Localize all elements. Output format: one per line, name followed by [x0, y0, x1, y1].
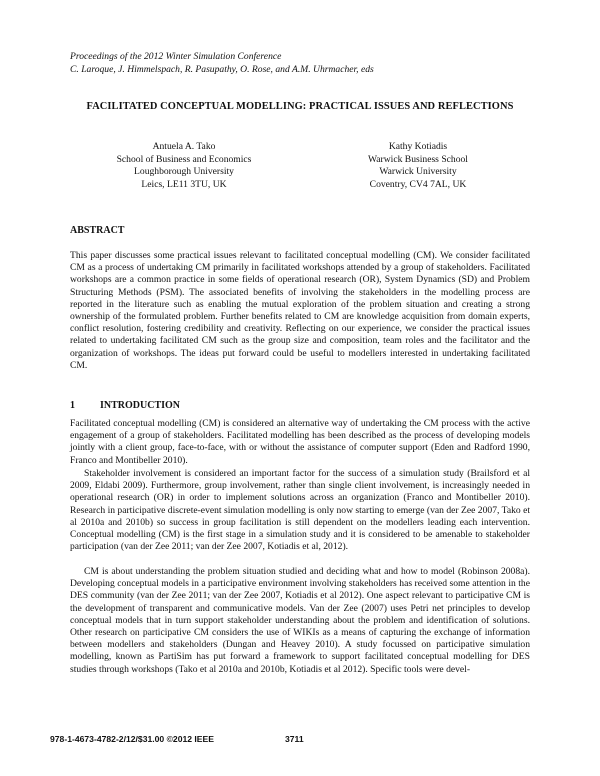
author-dept: Warwick Business School: [368, 153, 468, 165]
author-location: Leics, LE11 3TU, UK: [141, 178, 227, 190]
conference-header: [70, 50, 374, 76]
editors-line: C. Laroque, J. Himmelspach, R. Pasupathy, O. Rose, and A.M. Uhrmacher, eds: [70, 64, 374, 75]
proceedings-line: Proceedings of the 2012 Winter Simulation Conference: [70, 51, 282, 62]
author-location: Coventry, CV4 7AL, UK: [369, 178, 467, 190]
abstract-text: This paper discusses some practical issues relevant to facilitated conceptual modelling (CM). We consider facilitated CM as a process of undertaking CM primarily in facilitated workshops attended by a group of stakeholders. Facilitated workshops are a common practice in some fields of operational research (OR), System Dynamics (SD) and Problem Structuring Methods (PSM). The associated benefits of involving the stakeholders in the modelling process are reported in the literature such as enabling the mutual exploration of the problem situation and creating a strong ownership of the formulated problem. Further benefits related to CM are knowledge acquisition from domain experts, conflict resolution, fostering credibility and creativity. Reflecting on our experience, we consider the practical issues related to undertaking facilitated CM such as the group size and composition, team roles and the facilitator and the organization of workshops. The ideas put forward could be useful to modellers interested in undertaking facilitated CM.: [70, 250, 530, 371]
abstract-heading: ABSTRACT: [70, 225, 125, 236]
author-block-2: [318, 141, 518, 191]
paper-title: FACILITATED CONCEPTUAL MODELLING: PRACTICAL ISSUES AND REFLECTIONS: [86, 101, 514, 112]
intro-paragraph-1: Facilitated conceptual modelling (CM) is considered an alternative way of undertaking the CM process with the active engagement of a group of stakeholders. Facilitated modelling has been described as the process of developing models jointly with a client group, face-to-face, with or without the assistance of computer support (Eden and Radford 1990, Franco and Montibeller 2010).: [70, 418, 530, 466]
author-name: Antuela A. Tako: [152, 141, 216, 152]
section-title: INTRODUCTION: [100, 400, 181, 411]
author-name: Kathy Kotiadis: [388, 141, 448, 152]
author-dept: School of Business and Economics: [116, 153, 252, 165]
footer-isbn: 978-1-4673-4782-2/12/$31.00 ©2012 IEEE: [50, 734, 215, 744]
author-block-1: [84, 141, 284, 191]
introduction-heading: [70, 400, 180, 411]
intro-paragraph-3: CM is about understanding the problem situation studied and deciding what and how to model (Robinson 2008a). Developing conceptual models in a participative environment involving stakeholders has received some attention in the DES community (van der Zee 2011; van der Zee 2007, Kotiadis et al 2012). One aspect relevant to participative CM is the development of transparent and communicative models. Van der Zee (2007) uses Petri net principles to develop conceptual models that in turn support stakeholder understanding about the problem and identification of solutions. Other research on participative CM considers the use of WIKIs as a means of capturing the exchange of information between modellers and stakeholders (Dungan and Heavey 2010). A study focussed on participative simulation modelling, known as PartiSim has put forward a framework to support facilitated conceptual modelling for DES studies through workshops (Tako et al 2010a and 2010b, Kotiadis et al 2012). Specific tools were devel-: [70, 566, 530, 675]
section-number: 1: [70, 400, 75, 411]
intro-paragraph-2: Stakeholder involvement is considered an important factor for the success of a simulation study (Brailsford et al 2009, Eldabi 2009). Furthermore, group involvement, rather than single client involvement, is increasingly needed in operational research (OR) in order to implement solutions across an organization (Franco and Montibeller 2010). Research in participative discrete-event simulation modelling is only now starting to emerge (van der Zee 2007, Tako et al 2010a and 2010b) so success in group facilitation is still dependent on the modellers leading each intervention. Conceptual modelling (CM) is the first stage in a simulation study and it is considered to be amenable to stakeholder participation (van der Zee 2011; van der Zee 2007, Kotiadis et al, 2012).: [70, 468, 530, 553]
author-institution: Loughborough University: [134, 166, 234, 178]
page-number: 3711: [285, 734, 304, 744]
author-institution: Warwick University: [379, 166, 457, 178]
